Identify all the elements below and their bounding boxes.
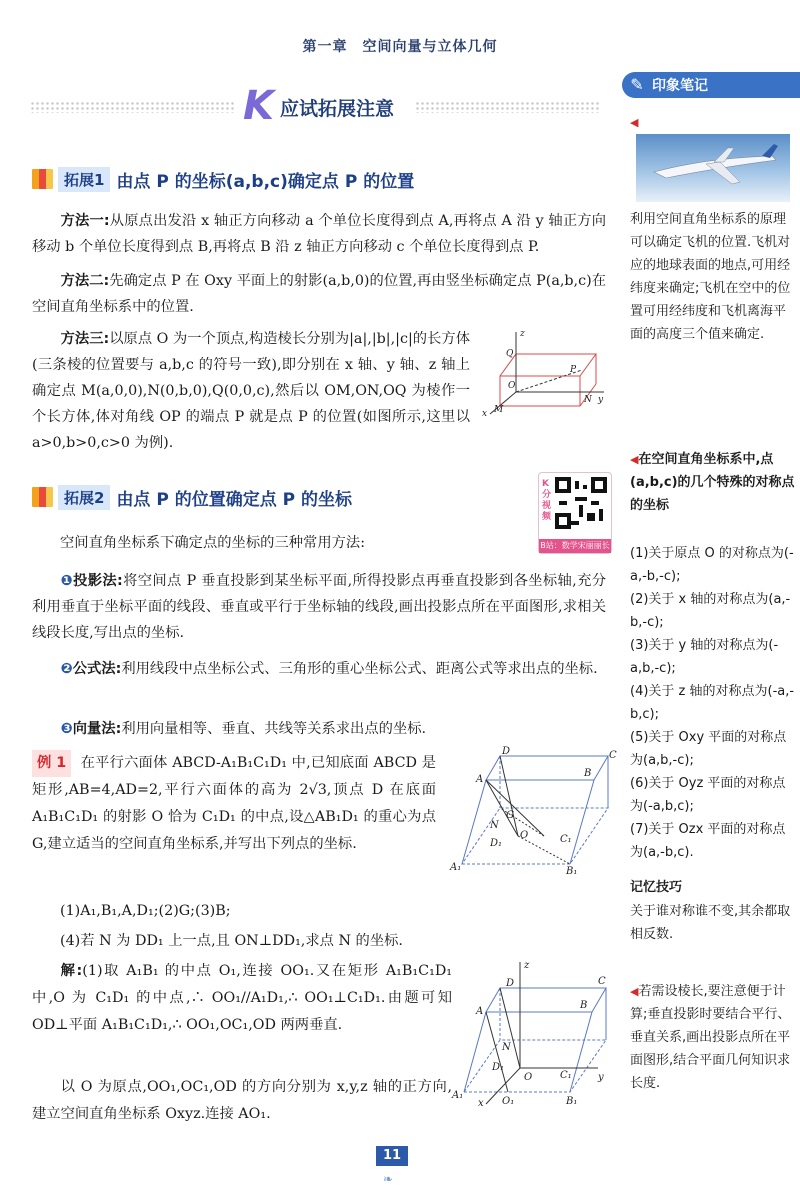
parallelepiped-figure-1 [448, 746, 617, 877]
ext1-tag: 拓展1 [58, 167, 110, 192]
example-q1: (1)A₁,B₁,A,D₁;(2)G;(3)B; [60, 903, 231, 919]
sidebar-note-airplane: 利用空间直角坐标系的原理可以确定飞机的位置.飞机对应的地球表面的地点,可用经纬度来确定;飞机在空中的位置可用经纬度和飞机离海平面的高度三个值来确定. [630, 212, 791, 342]
triangle-marker-icon: ◀ [630, 116, 639, 129]
symmetry-item: (1)关于原点 O 的对称点为(-a,-b,-c); [630, 546, 794, 584]
cuboid-figure [478, 326, 608, 418]
ext2-method2 [32, 656, 606, 682]
fig3-label-a: A [476, 1006, 484, 1017]
page-number: 11 [376, 1146, 408, 1166]
fig1-label-n: N [584, 395, 592, 405]
sidebar-title: 印象笔记 [652, 78, 708, 94]
symmetry-item: (5)关于 Oxy 平面的对称点为(a,b,-c); [630, 730, 787, 768]
qr-side-label: K分视频 [542, 479, 552, 522]
fig2-label-n: N [490, 820, 499, 831]
ext2-method1 [32, 568, 606, 646]
ext2-m2-label: 公式法: [72, 661, 122, 677]
sidebar-note-symmetry-title [630, 448, 796, 517]
fig3-label-a1: A₁ [452, 1090, 464, 1101]
bird-icon: ❧ [383, 1172, 394, 1186]
number-badge-3: ❸ [60, 721, 73, 737]
example-statement [32, 750, 436, 858]
parallelepiped-figure-2 [448, 958, 614, 1108]
solution-text-1: (1)取 A₁B₁ 的中点 O₁,连接 OO₁.又在矩形 A₁B₁C₁D₁ 中,O 为 C₁D₁ 的中点,∴ OO₁//A₁D₁,∴ OO₁⊥C₁D₁.由题可知 OD⊥平面 A₁B₁C₁D₁,∴ OO₁,OC₁,OD 两两垂直. [32, 963, 453, 1033]
fig3-label-y: y [598, 1072, 604, 1083]
fig1-label-p: P [570, 365, 577, 375]
example-q2: (4)若 N 为 DD₁ 上一点,且 ON⊥DD₁,求点 N 的坐标. [60, 933, 403, 949]
ext2-heading [32, 484, 352, 510]
qr-icon [555, 477, 607, 529]
fig2-label-o: O [520, 830, 529, 841]
ext2-title: 由点 P 的位置确定点 P 的坐标 [116, 489, 353, 510]
fig3-label-b: B [580, 1000, 588, 1011]
ext1-method1 [32, 208, 606, 260]
book-icon [32, 487, 54, 507]
ext1-method2 [32, 268, 606, 320]
k-logo: K [243, 83, 274, 129]
book-icon [32, 169, 54, 189]
fig3-label-o1: O₁ [502, 1096, 515, 1107]
fig2-label-b1: B₁ [566, 866, 578, 877]
fig2-label-d: D [502, 746, 511, 757]
fig3-label-o: O [524, 1072, 533, 1083]
ext1-m3-label: 方法三: [60, 331, 110, 347]
section-title: 应试拓展注意 [280, 98, 395, 120]
ext1-title: 由点 P 的坐标(a,b,c)确定点 P 的位置 [116, 171, 415, 192]
solution-label: 解: [60, 963, 83, 979]
ext1-m2-text: 先确定点 P 在 Oxy 平面上的射影(a,b,0)的位置,再由竖坐标确定点 P(a,b,c)在空间直角坐标系中的位置. [32, 273, 607, 315]
example-tag: 例 1 [32, 750, 71, 777]
sidebar-header [622, 72, 800, 98]
tips-text: 若需设棱长,要注意便于计算;垂直投影时要结合平行、垂直关系,画出投影点所在平面图形,结合平面几何知识求长度. [630, 984, 791, 1091]
fig3-label-c: C [598, 976, 606, 987]
symmetry-item: (4)关于 z 轴的对称点为(-a,-b,c); [630, 684, 795, 722]
qr-caption: B站：数学宋丽丽长 [539, 539, 611, 553]
ext1-m1-label: 方法一: [60, 213, 110, 229]
fig1-label-z: z [520, 329, 525, 339]
symmetry-item: (3)关于 y 轴的对称点为(-a,b,-c); [630, 638, 779, 676]
fig1-label-x: x [482, 409, 488, 419]
triangle-marker-icon: ◀ [630, 453, 639, 466]
example-solution-2: 以 O 为原点,OO₁,OC₁,OD 的方向分别为 x,y,z 轴的正方向,建立空间直角坐标系 Oxyz.连接 AO₁. [32, 1079, 452, 1122]
ext2-method3 [32, 716, 606, 742]
fig3-label-n: N [502, 1042, 511, 1053]
ext2-m1-text: 将空间点 P 垂直投影到某坐标平面,所得投影点再垂直投影到各坐标轴,充分利用垂直于坐标平面的线段、垂直或平行于坐标轴的线段,画出投影点所在平面图形,求相关线段长度,写出点的坐标. [32, 573, 607, 641]
symmetry-item: (2)关于 x 轴的对称点为(a,-b,-c); [630, 592, 791, 630]
symmetry-list [630, 542, 796, 864]
memo-text: 关于谁对称谁不变,其余都取相反数. [630, 904, 791, 942]
fig2-label-b: B [584, 768, 592, 779]
symmetry-item: (7)关于 Ozx 平面的对称点为(a,-b,c). [630, 822, 786, 860]
fig1-label-o: O [508, 381, 516, 391]
fig1-label-q: Q [506, 349, 514, 359]
ext2-m2-text: 利用线段中点坐标公式、三角形的重心坐标公式、距离公式等求出点的坐标. [121, 661, 598, 677]
fig1-label-m: M [494, 405, 504, 415]
airplane-photo [636, 134, 790, 202]
fig3-label-d: D [506, 978, 515, 989]
fig3-label-d1: D₁ [492, 1062, 505, 1073]
fig3-label-x: x [478, 1098, 484, 1109]
number-badge-2: ❷ [60, 661, 73, 677]
fig1-label-y: y [598, 395, 604, 405]
chapter-header: 第一章 空间向量与立体几何 [302, 39, 498, 55]
symmetry-title-text: 在空间直角坐标系中,点(a,b,c)的几个特殊的对称点的坐标 [630, 452, 795, 513]
ext1-m1-text: 从原点出发沿 x 轴正方向移动 a 个单位长度得到点 A,再将点 A 沿 y 轴正方向移动 b 个单位长度得到点 B,再将点 B 沿 z 轴正方向移动 c 个单位长度得到点 P. [32, 213, 606, 255]
ext1-heading [32, 166, 414, 192]
memo-title: 记忆技巧 [630, 880, 683, 895]
fig3-label-c1: C₁ [560, 1070, 572, 1081]
sidebar-note-tips [630, 980, 796, 1095]
number-badge-1: ❶ [60, 573, 74, 589]
fig2-label-g: G [506, 810, 514, 821]
fig2-label-d1: D₁ [490, 838, 503, 849]
ext1-m2-label: 方法二: [60, 273, 110, 289]
dotted-rule-left [30, 101, 235, 113]
ext2-intro: 空间直角坐标系下确定点的坐标的三种常用方法: [60, 535, 366, 551]
ext1-m3-text: 以原点 O 为一个顶点,构造棱长分别为|a|,|b|,|c|的长方体(三条棱的位置要与 a,b,c 的符号一致),即分别在 x 轴、y 轴、z 轴上确定点 M(a,0,0),N(0,b,0),Q(0,0,c),然后以 OM,ON,OQ 为棱作一个长方体,体对角线 OP 的端点 P 就是点 P 的位置(如图所示,这里以 a>0,b>0,c>0 为例). [32, 331, 470, 451]
ext2-tag: 拓展2 [58, 485, 110, 510]
fig2-label-c: C [609, 750, 617, 761]
fig2-label-c1: C₁ [560, 834, 572, 845]
triangle-marker-icon: ◀ [630, 985, 639, 998]
example-solution-1 [32, 958, 452, 1039]
fig2-label-a: A [476, 774, 484, 785]
symmetry-item: (6)关于 Oyz 平面的对称点为(-a,b,c); [630, 776, 786, 814]
ext2-m1-label: 投影法: [73, 573, 123, 589]
dotted-rule-right [415, 101, 600, 113]
elephant-icon: ✎ [630, 75, 644, 94]
fig2-label-a1: A₁ [450, 862, 462, 873]
ext2-m3-text: 利用向量相等、垂直、共线等关系求出点的坐标. [121, 721, 427, 737]
fig3-label-b1: B₁ [566, 1096, 578, 1107]
ext2-m3-label: 向量法: [72, 721, 122, 737]
section-title-band [30, 83, 600, 129]
example-text: 在平行六面体 ABCD-A₁B₁C₁D₁ 中,已知底面 ABCD 是矩形,AB=4,AD=2,平行六面体的高为 2√3,顶点 D 在底面 A₁B₁C₁D₁ 的射影 O 恰为 C₁D₁ 的中点,设△AB₁D₁ 的重心为点 G,建立适当的空间直角坐标系,并写出下列点的坐标. [32, 755, 436, 852]
fig3-label-z: z [524, 960, 530, 971]
